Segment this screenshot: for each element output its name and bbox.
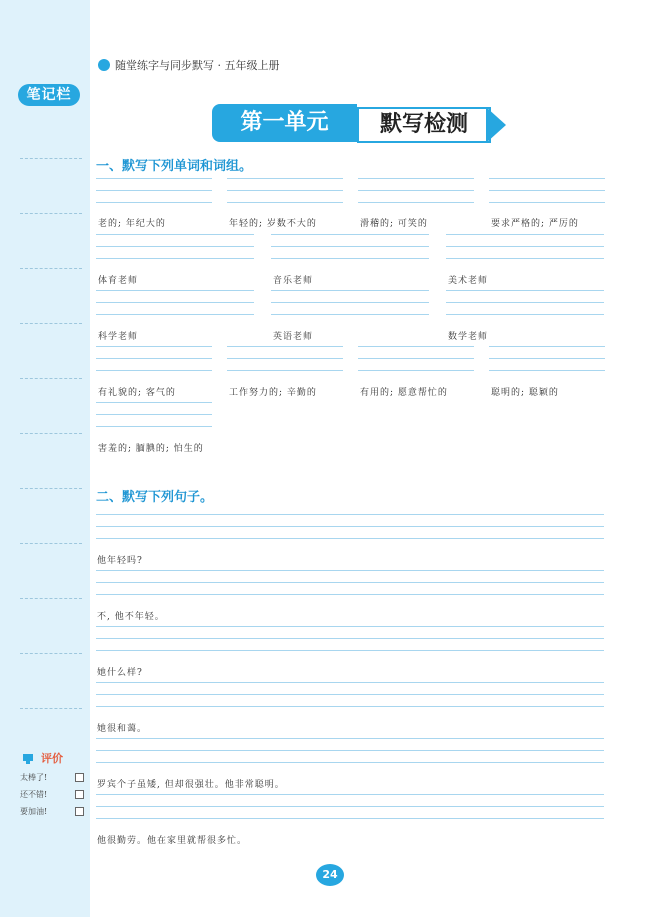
word-prompt: 有礼貌的; 客气的 xyxy=(98,388,176,398)
writing-line xyxy=(227,358,343,359)
word-prompt: 年轻的; 岁数不大的 xyxy=(229,219,317,229)
section2-title: 二、默写下列句子。 xyxy=(96,490,214,505)
checkbox[interactable] xyxy=(75,790,84,799)
word-prompt: 体育老师 xyxy=(98,276,139,286)
sentence-prompt: 不, 他不年轻。 xyxy=(97,612,165,622)
writing-line xyxy=(271,246,429,247)
note-line xyxy=(20,268,82,269)
notes-title: 笔记栏 xyxy=(18,84,80,106)
word-prompt: 工作努力的; 辛勤的 xyxy=(229,388,317,398)
evaluation-option[interactable] xyxy=(20,806,84,817)
writing-line xyxy=(96,626,604,627)
writing-line xyxy=(96,570,604,571)
writing-line xyxy=(446,302,604,303)
writing-line xyxy=(358,178,474,179)
writing-line xyxy=(96,818,604,819)
writing-line xyxy=(96,682,604,683)
writing-line xyxy=(96,246,254,247)
writing-line xyxy=(96,582,604,583)
writing-line xyxy=(96,258,254,259)
evaluation-label: 要加油! xyxy=(20,807,48,816)
writing-line xyxy=(96,794,604,795)
section1-title: 一、默写下列单词和词组。 xyxy=(96,159,253,174)
evaluation-title: 评价 xyxy=(41,752,63,765)
evaluation-label: 太棒了! xyxy=(20,773,48,782)
writing-line xyxy=(96,190,212,191)
sentence-prompt: 她很和蔼。 xyxy=(97,724,148,734)
writing-line xyxy=(446,314,604,315)
word-prompt: 英语老师 xyxy=(273,332,314,342)
note-line xyxy=(20,158,82,159)
writing-line xyxy=(96,358,212,359)
writing-line xyxy=(446,290,604,291)
writing-line xyxy=(96,178,212,179)
sentence-prompt: 罗宾个子虽矮, 但却很强壮。他非常聪明。 xyxy=(97,780,285,790)
unit-banner xyxy=(212,104,512,142)
writing-line xyxy=(227,190,343,191)
sentence-prompt: 他很勤劳。他在家里就帮很多忙。 xyxy=(97,836,248,846)
writing-line xyxy=(446,258,604,259)
writing-line xyxy=(96,290,254,291)
writing-line xyxy=(96,414,212,415)
evaluation-label: 还不错! xyxy=(20,790,48,799)
writing-line xyxy=(96,370,212,371)
page-number: 24 xyxy=(316,864,344,886)
writing-line xyxy=(358,202,474,203)
word-prompt: 聪明的; 聪颖的 xyxy=(491,388,559,398)
writing-line xyxy=(96,738,604,739)
note-line xyxy=(20,213,82,214)
word-prompt: 老的; 年纪大的 xyxy=(98,219,166,229)
writing-line xyxy=(96,638,604,639)
writing-line xyxy=(446,234,604,235)
writing-line xyxy=(96,514,604,515)
writing-line xyxy=(271,234,429,235)
writing-line xyxy=(96,346,212,347)
writing-line xyxy=(96,706,604,707)
checkbox[interactable] xyxy=(75,773,84,782)
writing-line xyxy=(358,358,474,359)
writing-line xyxy=(358,346,474,347)
flower-icon xyxy=(98,59,110,71)
writing-line xyxy=(358,190,474,191)
word-prompt: 音乐老师 xyxy=(273,276,314,286)
word-prompt: 滑稽的; 可笑的 xyxy=(360,219,428,229)
writing-line xyxy=(96,302,254,303)
word-prompt: 美术老师 xyxy=(448,276,489,286)
writing-line xyxy=(227,178,343,179)
evaluation-header xyxy=(20,750,84,766)
writing-line xyxy=(271,314,429,315)
writing-line xyxy=(489,346,605,347)
writing-line xyxy=(96,762,604,763)
writing-line xyxy=(446,246,604,247)
writing-line xyxy=(489,358,605,359)
note-line xyxy=(20,653,82,654)
note-line xyxy=(20,488,82,489)
note-line xyxy=(20,708,82,709)
word-prompt: 要求严格的; 严厉的 xyxy=(491,219,579,229)
trophy-icon xyxy=(20,752,38,764)
writing-line xyxy=(489,190,605,191)
banner-arrow xyxy=(486,107,506,143)
writing-line xyxy=(489,202,605,203)
writing-line xyxy=(227,370,343,371)
test-title: 默写检测 xyxy=(357,107,491,143)
word-prompt: 害羞的; 腼腆的; 怕生的 xyxy=(98,444,204,454)
writing-line xyxy=(358,370,474,371)
note-line xyxy=(20,433,82,434)
note-line xyxy=(20,378,82,379)
writing-line xyxy=(96,402,212,403)
writing-line xyxy=(271,290,429,291)
checkbox[interactable] xyxy=(75,807,84,816)
writing-line xyxy=(96,526,604,527)
evaluation-box xyxy=(20,750,84,817)
writing-line xyxy=(271,302,429,303)
note-line xyxy=(20,543,82,544)
writing-line xyxy=(271,258,429,259)
writing-line xyxy=(96,314,254,315)
writing-line xyxy=(96,538,604,539)
word-prompt: 有用的; 愿意帮忙的 xyxy=(360,388,448,398)
sentence-prompt: 他年轻吗? xyxy=(97,556,143,566)
writing-line xyxy=(489,178,605,179)
unit-title: 第一单元 xyxy=(212,104,357,142)
note-line xyxy=(20,598,82,599)
word-prompt: 数学老师 xyxy=(448,332,489,342)
writing-line xyxy=(227,346,343,347)
writing-line xyxy=(96,234,254,235)
book-header xyxy=(98,57,280,73)
evaluation-option[interactable] xyxy=(20,772,84,783)
note-line xyxy=(20,323,82,324)
writing-line xyxy=(96,426,212,427)
writing-line xyxy=(96,202,212,203)
sentence-prompt: 她什么样? xyxy=(97,668,143,678)
writing-line xyxy=(96,694,604,695)
writing-line xyxy=(227,202,343,203)
notes-sidebar xyxy=(0,0,90,917)
writing-line xyxy=(96,650,604,651)
writing-line xyxy=(96,806,604,807)
word-prompt: 科学老师 xyxy=(98,332,139,342)
writing-line xyxy=(96,594,604,595)
header-text: 随堂练字与同步默写 · 五年级上册 xyxy=(115,59,280,72)
writing-line xyxy=(96,750,604,751)
evaluation-option[interactable] xyxy=(20,789,84,800)
writing-line xyxy=(489,370,605,371)
